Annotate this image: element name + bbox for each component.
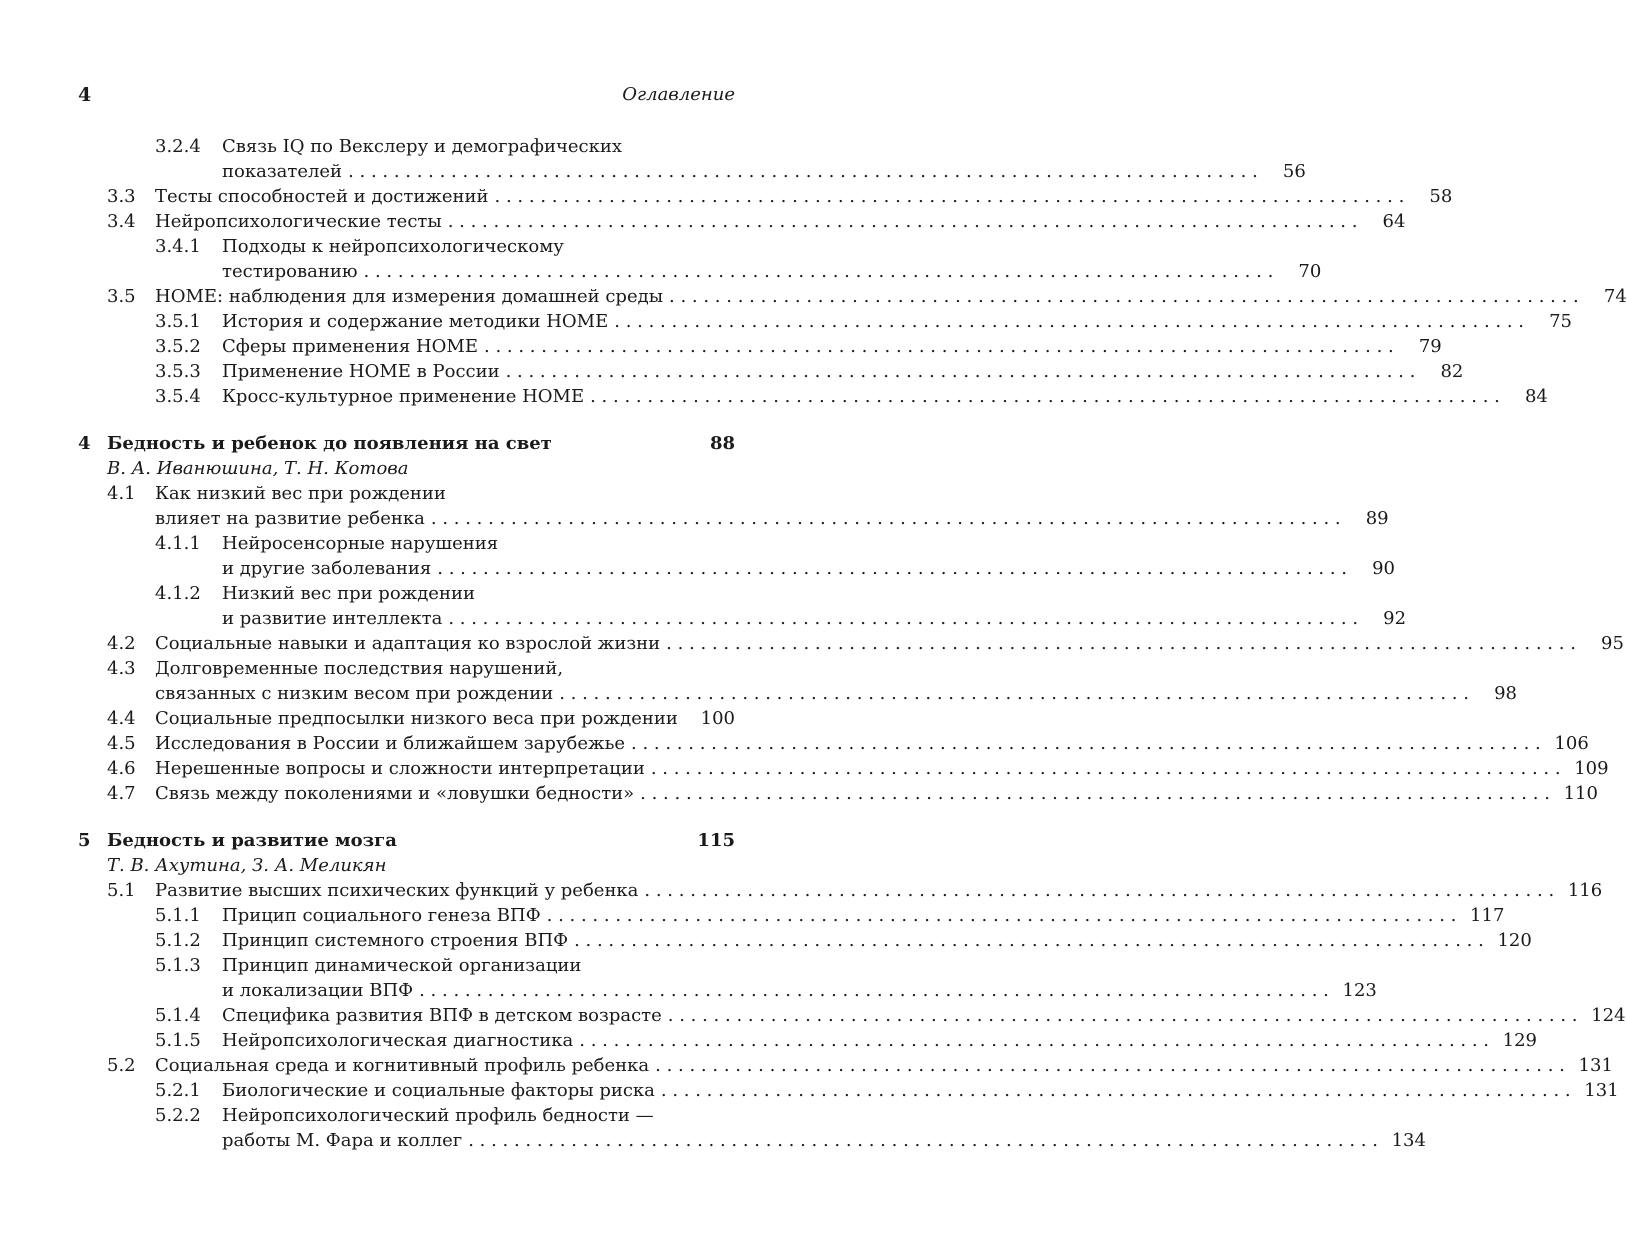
toc-entry[interactable] xyxy=(78,359,1464,384)
page-ref: 64 xyxy=(1382,211,1406,232)
section-number: 4.6 xyxy=(107,758,136,779)
section-title: Применение HOME в России xyxy=(222,361,500,382)
page-ref: 106 xyxy=(1554,733,1589,754)
section-number: 3.4 xyxy=(107,211,136,232)
page-ref: 100 xyxy=(700,708,735,729)
dot-leader: . . . . . . . . . . . . . . . . . . . . . . . . . . . . . . . . . . . . . . . . . . . . . . . . . . . . . . . . . . . . . . . . . . . . . . . . . . . . . . . . xyxy=(590,386,1500,407)
section-title: В. А. Иванюшина, Т. Н. Котова xyxy=(107,458,409,479)
dot-leader: . . . . . . . . . . . . . . . . . . . . . . . . . . . . . . . . . . . . . . . . . . . . . . . . . . . . . . . . . . . . . . . . . . . . . . . . . . . . . . . . xyxy=(363,261,1274,282)
page-ref: 115 xyxy=(697,830,735,851)
toc-entry[interactable] xyxy=(78,384,1548,409)
toc-entry[interactable] xyxy=(78,209,1406,234)
section-title: Как низкий вес при рождении xyxy=(155,483,446,504)
toc-entry[interactable] xyxy=(78,706,735,731)
section-number: 4.7 xyxy=(107,783,136,804)
dot-leader: . . . . . . . . . . . . . . . . . . . . . . . . . . . . . . . . . . . . . . . . . . . . . . . . . . . . . . . . . . . . . . . . . . . . . . . . . . . . . . . . xyxy=(650,758,1561,779)
page-ref: 58 xyxy=(1429,186,1453,207)
section-number: 5.2.1 xyxy=(155,1080,201,1101)
section-title: Исследования в России и ближайшем зарубежье xyxy=(155,733,626,754)
page-ref: 98 xyxy=(1494,683,1517,704)
dot-leader xyxy=(397,828,687,853)
dot-leader: . . . . . . . . . . . . . . . . . . . . . . . . . . . . . . . . . . . . . . . . . . . . . . . . . . . . . . . . . . . . . . . . . . . . . . . . . . . . . . . . xyxy=(574,930,1484,951)
section-number: 3.3 xyxy=(107,186,136,207)
section-title: Нерешенные вопросы и сложности интерпретации xyxy=(155,758,645,779)
page-ref: 131 xyxy=(1578,1055,1613,1076)
section-title: Сферы применения HOME xyxy=(222,336,478,357)
page-ref: 56 xyxy=(1282,161,1306,182)
toc-entry[interactable] xyxy=(78,531,1395,581)
section-title: Бедность и развитие мозга xyxy=(107,830,397,851)
dot-leader: . . . . . . . . . . . . . . . . . . . . . . . . . . . . . . . . . . . . . . . . . . . . . . . . . . . . . . . . . . . . . . . . . . . . . . . . . . . . . . . . xyxy=(484,336,1394,357)
toc-entry[interactable] xyxy=(78,134,1306,184)
section-number: 4 xyxy=(78,433,91,454)
page-ref: 82 xyxy=(1440,361,1464,382)
section-number: 3.5.1 xyxy=(155,311,201,332)
toc-entry[interactable] xyxy=(78,1103,1426,1153)
dot-leader: . . . . . . . . . . . . . . . . . . . . . . . . . . . . . . . . . . . . . . . . . . . . . . . . . . . . . . . . . . . . . . . . . . . . . . . . . . . . . . . . xyxy=(669,286,1579,307)
toc-authors xyxy=(78,853,735,878)
toc-entry[interactable] xyxy=(78,1003,1626,1028)
section-title: Нейропсихологический профиль бедности — xyxy=(222,1105,654,1126)
toc-entry[interactable] xyxy=(78,334,1442,359)
dot-leader: . . . . . . . . . . . . . . . . . . . . . . . . . . . . . . . . . . . . . . . . . . . . . . . . . . . . . . . . . . . . . . . . . . . . . . . . . . . . . . . . xyxy=(348,161,1258,182)
page-ref: 70 xyxy=(1298,261,1322,282)
toc-entry[interactable] xyxy=(78,878,1603,903)
section-number: 3.5.3 xyxy=(155,361,201,382)
page-ref: 88 xyxy=(709,433,735,454)
section-title: Тесты способностей и достижений xyxy=(155,186,489,207)
section-title: Биологические и социальные факторы риска xyxy=(222,1080,655,1101)
section-title: Низкий вес при рождении xyxy=(222,583,475,604)
section-number: 3.5 xyxy=(107,286,136,307)
section-number: 5.1 xyxy=(107,880,136,901)
toc-entry[interactable] xyxy=(78,284,1627,309)
section-title: Т. В. Ахутина, З. А. Меликян xyxy=(107,855,387,876)
toc-entry[interactable] xyxy=(78,656,1517,706)
section-title: Социальная среда и когнитивный профиль ребенка xyxy=(155,1055,650,1076)
section-title: связанных с низким весом при рождении xyxy=(155,683,554,704)
page-number: 4 xyxy=(78,84,92,106)
dot-leader: . . . . . . . . . . . . . . . . . . . . . . . . . . . . . . . . . . . . . . . . . . . . . . . . . . . . . . . . . . . . . . . . . . . . . . . . . . . . . . . . xyxy=(448,608,1359,629)
toc-entry[interactable] xyxy=(78,631,1624,656)
dot-leader: . . . . . . . . . . . . . . . . . . . . . . . . . . . . . . . . . . . . . . . . . . . . . . . . . . . . . . . . . . . . . . . . . . . . . . . . . . . . . . . . xyxy=(614,311,1524,332)
section-title: и развитие интеллекта xyxy=(222,608,443,629)
dot-leader: . . . . . . . . . . . . . . . . . . . . . . . . . . . . . . . . . . . . . . . . . . . . . . . . . . . . . . . . . . . . . . . . . . . . . . . . . . . . . . . . xyxy=(447,211,1358,232)
dot-leader: . . . . . . . . . . . . . . . . . . . . . . . . . . . . . . . . . . . . . . . . . . . . . . . . . . . . . . . . . . . . . . . . . . . . . . . . . . . . . . . . xyxy=(419,980,1329,1001)
toc-authors xyxy=(78,456,735,481)
section-number: 3.2.4 xyxy=(155,136,201,157)
page-ref: 90 xyxy=(1372,558,1395,579)
section-number: 3.5.2 xyxy=(155,336,201,357)
dot-leader: . . . . . . . . . . . . . . . . . . . . . . . . . . . . . . . . . . . . . . . . . . . . . . . . . . . . . . . . . . . . . . . . . . . . . . . . . . . . . . . . xyxy=(430,508,1341,529)
page-ref: 75 xyxy=(1549,311,1572,332)
section-title: и локализации ВПФ xyxy=(222,980,414,1001)
dot-leader: . . . . . . . . . . . . . . . . . . . . . . . . . . . . . . . . . . . . . . . . . . . . . . . . . . . . . . . . . . . . . . . . . . . . . . . . . . . . . . . . xyxy=(505,361,1416,382)
dot-leader: . . . . . . . . . . . . . . . . . . . . . . . . . . . . . . . . . . . . . . . . . . . . . . . . . . . . . . . . . . . . . . . . . . . . . . . . . . . . . . . . xyxy=(640,783,1550,804)
section-title: Принцип системного строения ВПФ xyxy=(222,930,569,951)
toc-entry[interactable] xyxy=(78,953,1377,1003)
dot-leader: . . . . . . . . . . . . . . . . . . . . . . . . . . . . . . . . . . . . . . . . . . . . . . . . . . . . . . . . . . . . . . . . . . . . . . . . . . . . . . . . xyxy=(655,1055,1565,1076)
page-ref: 110 xyxy=(1563,783,1598,804)
dot-leader: . . . . . . . . . . . . . . . . . . . . . . . . . . . . . . . . . . . . . . . . . . . . . . . . . . . . . . . . . . . . . . . . . . . . . . . . . . . . . . . . xyxy=(546,905,1457,926)
section-title: Развитие высших психических функций у ребенка xyxy=(155,880,639,901)
dot-leader: . . . . . . . . . . . . . . . . . . . . . . . . . . . . . . . . . . . . . . . . . . . . . . . . . . . . . . . . . . . . . . . . . . . . . . . . . . . . . . . . xyxy=(644,880,1555,901)
section-title: История и содержание методики HOME xyxy=(222,311,609,332)
section-title: Долговременные последствия нарушений, xyxy=(155,658,564,679)
dot-leader: . . . . . . . . . . . . . . . . . . . . . . . . . . . . . . . . . . . . . . . . . . . . . . . . . . . . . . . . . . . . . . . . . . . . . . . . . . . . . . . . xyxy=(437,558,1347,579)
section-title: Нейропсихологическая диагностика xyxy=(222,1030,574,1051)
toc-entry[interactable] xyxy=(78,581,1407,631)
page-ref: 109 xyxy=(1574,758,1609,779)
section-number: 4.1.1 xyxy=(155,533,201,554)
section-number: 5.1.2 xyxy=(155,930,201,951)
toc-entry[interactable] xyxy=(78,184,1453,209)
section-title: Кросс-культурное применение HOME xyxy=(222,386,585,407)
dot-leader: . . . . . . . . . . . . . . . . . . . . . . . . . . . . . . . . . . . . . . . . . . . . . . . . . . . . . . . . . . . . . . . . . . . . . . . . . . . . . . . . xyxy=(631,733,1541,754)
toc-entry[interactable] xyxy=(78,481,1389,531)
section-title: Прицип социального генеза ВПФ xyxy=(222,905,541,926)
section-title: Бедность и ребенок до появления на свет xyxy=(107,433,552,454)
section-title: Принцип динамической организации xyxy=(222,955,582,976)
page-ref: 74 xyxy=(1603,286,1627,307)
table-of-contents xyxy=(78,134,1627,1153)
section-number: 5 xyxy=(78,830,91,851)
chapter-gap xyxy=(78,409,735,431)
section-title: Связь IQ по Векслеру и демографических xyxy=(222,136,622,157)
section-number: 4.2 xyxy=(107,633,136,654)
dot-leader: . . . . . . . . . . . . . . . . . . . . . . . . . . . . . . . . . . . . . . . . . . . . . . . . . . . . . . . . . . . . . . . . . . . . . . . . . . . . . . . . xyxy=(660,1080,1571,1101)
section-title: Нейросенсорные нарушения xyxy=(222,533,499,554)
page-ref: 131 xyxy=(1584,1080,1619,1101)
section-number: 5.1.5 xyxy=(155,1030,201,1051)
section-number: 5.2 xyxy=(107,1055,136,1076)
section-number: 4.1 xyxy=(107,483,136,504)
toc-entry[interactable] xyxy=(78,781,1598,806)
toc-entry[interactable] xyxy=(78,756,1609,781)
section-title: Нейропсихологические тесты xyxy=(155,211,442,232)
dot-leader: . . . . . . . . . . . . . . . . . . . . . . . . . . . . . . . . . . . . . . . . . . . . . . . . . . . . . . . . . . . . . . . . . . . . . . . . . . . . . . . . xyxy=(667,1005,1578,1026)
chapter-gap xyxy=(78,806,735,828)
page-ref: 124 xyxy=(1591,1005,1626,1026)
toc-entry[interactable] xyxy=(78,903,1505,928)
section-title: влияет на развитие ребенка xyxy=(155,508,425,529)
page-ref: 123 xyxy=(1342,980,1377,1001)
toc-entry[interactable] xyxy=(78,1078,1619,1103)
page-ref: 95 xyxy=(1601,633,1624,654)
page-ref: 116 xyxy=(1567,880,1603,901)
running-header-title: Оглавление xyxy=(622,84,735,105)
section-title: Специфика развития ВПФ в детском возрасте xyxy=(222,1005,662,1026)
dot-leader: . . . . . . . . . . . . . . . . . . . . . . . . . . . . . . . . . . . . . . . . . . . . . . . . . . . . . . . . . . . . . . . . . . . . . . . . . . . . . . . . xyxy=(494,186,1405,207)
section-title: показателей xyxy=(222,161,343,182)
dot-leader: . . . . . . . . . . . . . . . . . . . . . . . . . . . . . . . . . . . . . . . . . . . . . . . . . . . . . . . . . . . . . . . . . . . . . . . . . . . . . . . . xyxy=(579,1030,1490,1051)
section-title: тестированию xyxy=(222,261,358,282)
dot-leader xyxy=(552,431,687,456)
section-title: Подходы к нейропсихологическому xyxy=(222,236,564,257)
toc-chapter[interactable] xyxy=(78,431,735,456)
dot-leader: . . . . . . . . . . . . . . . . . . . . . . . . . . . . . . . . . . . . . . . . . . . . . . . . . . . . . . . . . . . . . . . . . . . . . . . . . . . . . . . . xyxy=(468,1130,1378,1151)
section-title: Социальные навыки и адаптация ко взрослой жизни xyxy=(155,633,661,654)
section-number: 3.4.1 xyxy=(155,236,201,257)
section-title: работы М. Фара и коллег xyxy=(222,1130,463,1151)
page-ref: 84 xyxy=(1524,386,1548,407)
page-ref: 134 xyxy=(1391,1130,1426,1151)
toc-entry[interactable] xyxy=(78,234,1322,284)
page-ref: 92 xyxy=(1383,608,1407,629)
section-title: и другие заболевания xyxy=(222,558,432,579)
section-number: 4.5 xyxy=(107,733,136,754)
toc-entry[interactable] xyxy=(78,1028,1538,1053)
section-number: 4.4 xyxy=(107,708,136,729)
dot-leader xyxy=(678,706,687,731)
dot-leader: . . . . . . . . . . . . . . . . . . . . . . . . . . . . . . . . . . . . . . . . . . . . . . . . . . . . . . . . . . . . . . . . . . . . . . . . . . . . . . . . xyxy=(666,633,1576,654)
section-number: 5.1.3 xyxy=(155,955,201,976)
page-ref: 129 xyxy=(1502,1030,1538,1051)
page-ref: 120 xyxy=(1497,930,1532,951)
section-number: 5.1.4 xyxy=(155,1005,201,1026)
section-number: 4.1.2 xyxy=(155,583,201,604)
page-ref: 89 xyxy=(1365,508,1389,529)
section-title: HOME: наблюдения для измерения домашней среды xyxy=(155,286,664,307)
toc-entry[interactable] xyxy=(78,928,1532,953)
dot-leader: . . . . . . . . . . . . . . . . . . . . . . . . . . . . . . . . . . . . . . . . . . . . . . . . . . . . . . . . . . . . . . . . . . . . . . . . . . . . . . . . xyxy=(559,683,1469,704)
page-ref: 117 xyxy=(1470,905,1505,926)
section-title: Связь между поколениями и «ловушки бедности» xyxy=(155,783,635,804)
section-number: 3.5.4 xyxy=(155,386,201,407)
toc-entry[interactable] xyxy=(78,1053,1613,1078)
section-number: 5.2.2 xyxy=(155,1105,201,1126)
page-ref: 79 xyxy=(1418,336,1442,357)
section-number: 4.3 xyxy=(107,658,136,679)
section-number: 5.1.1 xyxy=(155,905,201,926)
toc-chapter[interactable] xyxy=(78,828,735,853)
toc-entry[interactable] xyxy=(78,309,1572,334)
section-title: Социальные предпосылки низкого веса при рождении xyxy=(155,708,678,729)
toc-entry[interactable] xyxy=(78,731,1589,756)
